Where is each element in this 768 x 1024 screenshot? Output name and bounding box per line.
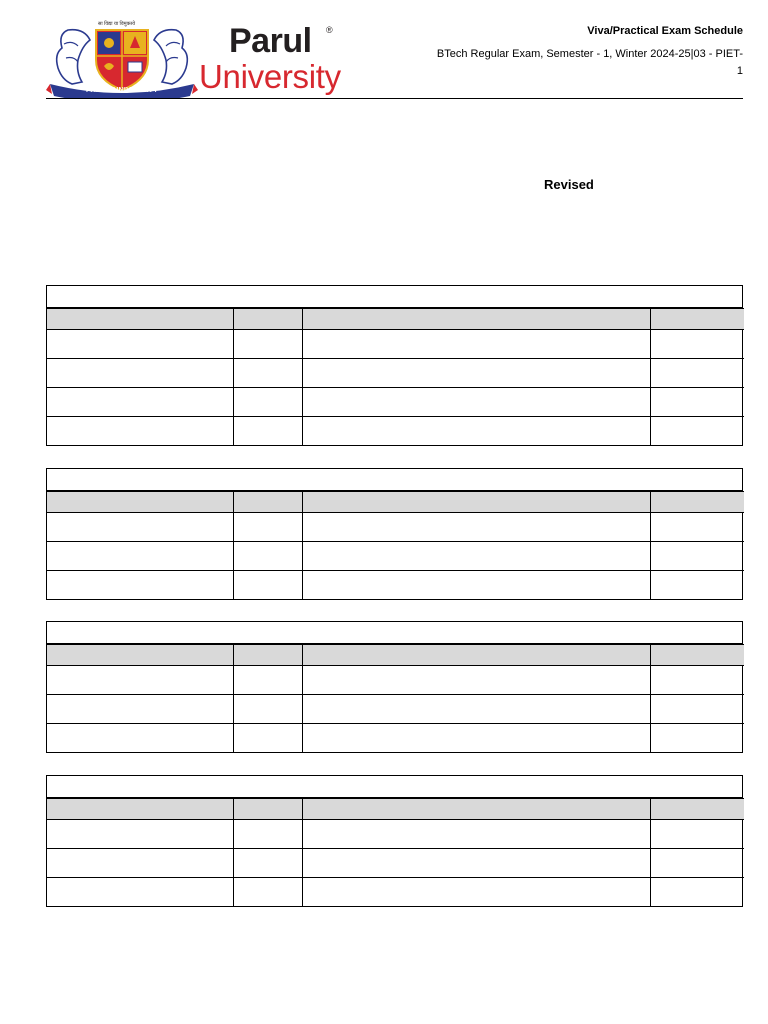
column-header: [233, 309, 302, 330]
table-cell: [650, 513, 744, 542]
column-header: [47, 799, 233, 820]
table-row: [47, 359, 744, 388]
table-cell: [47, 849, 233, 878]
table-row: [47, 666, 744, 695]
table-cell: [650, 849, 744, 878]
table-cell: [302, 878, 650, 907]
table-row: [47, 849, 744, 878]
table-cell: [47, 666, 233, 695]
schedule-table: [47, 644, 744, 752]
column-header: [650, 492, 744, 513]
table-cell: [233, 417, 302, 446]
table-row: [47, 571, 744, 600]
table-row: [47, 417, 744, 446]
column-header: [47, 645, 233, 666]
section-title: [47, 776, 742, 798]
table-row: [47, 330, 744, 359]
table-cell: [47, 359, 233, 388]
table-cell: [233, 571, 302, 600]
table-cell: [47, 513, 233, 542]
table-cell: [302, 724, 650, 753]
table-cell: [47, 724, 233, 753]
schedule-table: [47, 308, 744, 445]
wordmark-university: University: [199, 58, 341, 95]
column-header: [233, 645, 302, 666]
page-header: [46, 18, 743, 98]
table-cell: [233, 724, 302, 753]
table-cell: [47, 695, 233, 724]
table-row: [47, 513, 744, 542]
schedule-table: [47, 798, 744, 906]
table-cell: [302, 417, 650, 446]
registered-mark: ®: [326, 25, 333, 35]
document-subtitle: BTech Regular Exam, Semester - 1, Winter 2024-25|03 - PIET-1: [436, 48, 743, 77]
table-cell: [650, 820, 744, 849]
table-header-row: [47, 309, 744, 330]
schedule-table: [47, 491, 744, 599]
table-cell: [650, 695, 744, 724]
revised-label: Revised: [544, 177, 594, 192]
column-header: [302, 799, 650, 820]
table-row: [47, 695, 744, 724]
document-title: Viva/Practical Exam Schedule: [587, 25, 743, 37]
table-cell: [233, 542, 302, 571]
table-cell: [233, 513, 302, 542]
table-cell: [302, 666, 650, 695]
table-cell: [47, 542, 233, 571]
column-header: [650, 645, 744, 666]
table-cell: [650, 388, 744, 417]
table-cell: [47, 388, 233, 417]
table-cell: [233, 359, 302, 388]
schedule-section: [46, 621, 743, 753]
university-logo: [46, 18, 366, 98]
column-header: [650, 309, 744, 330]
table-cell: [302, 542, 650, 571]
crest-motto: सा विद्या या विमुक्तये: [98, 21, 136, 27]
column-header: [47, 309, 233, 330]
schedule-section: [46, 468, 743, 600]
table-cell: [650, 359, 744, 388]
table-cell: [233, 388, 302, 417]
table-row: [47, 878, 744, 907]
table-cell: [302, 359, 650, 388]
table-cell: [47, 330, 233, 359]
column-header: [233, 492, 302, 513]
table-cell: [233, 695, 302, 724]
table-header-row: [47, 799, 744, 820]
crest-emblem: [46, 18, 198, 98]
column-header: [233, 799, 302, 820]
table-cell: [302, 388, 650, 417]
wordmark-parul: Parul: [229, 22, 312, 60]
table-cell: [650, 330, 744, 359]
table-cell: [233, 666, 302, 695]
crest-ribbon-text: PARUL UNIVERSITY: [86, 87, 159, 94]
schedule-section: [46, 775, 743, 907]
table-row: [47, 388, 744, 417]
table-cell: [302, 513, 650, 542]
table-cell: [650, 878, 744, 907]
table-cell: [302, 571, 650, 600]
table-cell: [233, 330, 302, 359]
section-title: [47, 622, 742, 644]
table-cell: [233, 849, 302, 878]
table-row: [47, 724, 744, 753]
column-header: [302, 492, 650, 513]
table-cell: [650, 542, 744, 571]
table-cell: [47, 417, 233, 446]
table-cell: [47, 878, 233, 907]
table-cell: [302, 820, 650, 849]
column-header: [302, 309, 650, 330]
table-cell: [650, 417, 744, 446]
table-cell: [650, 724, 744, 753]
table-cell: [302, 849, 650, 878]
column-header: [47, 492, 233, 513]
table-cell: [302, 330, 650, 359]
table-cell: [47, 820, 233, 849]
section-title: [47, 286, 742, 308]
table-row: [47, 820, 744, 849]
section-title: [47, 469, 742, 491]
table-cell: [650, 571, 744, 600]
column-header: [650, 799, 744, 820]
header-divider: [46, 98, 743, 99]
table-cell: [233, 820, 302, 849]
table-row: [47, 542, 744, 571]
table-header-row: [47, 492, 744, 513]
column-header: [302, 645, 650, 666]
table-cell: [233, 878, 302, 907]
table-cell: [650, 666, 744, 695]
schedule-section: [46, 285, 743, 446]
table-cell: [302, 695, 650, 724]
table-cell: [47, 571, 233, 600]
table-header-row: [47, 645, 744, 666]
